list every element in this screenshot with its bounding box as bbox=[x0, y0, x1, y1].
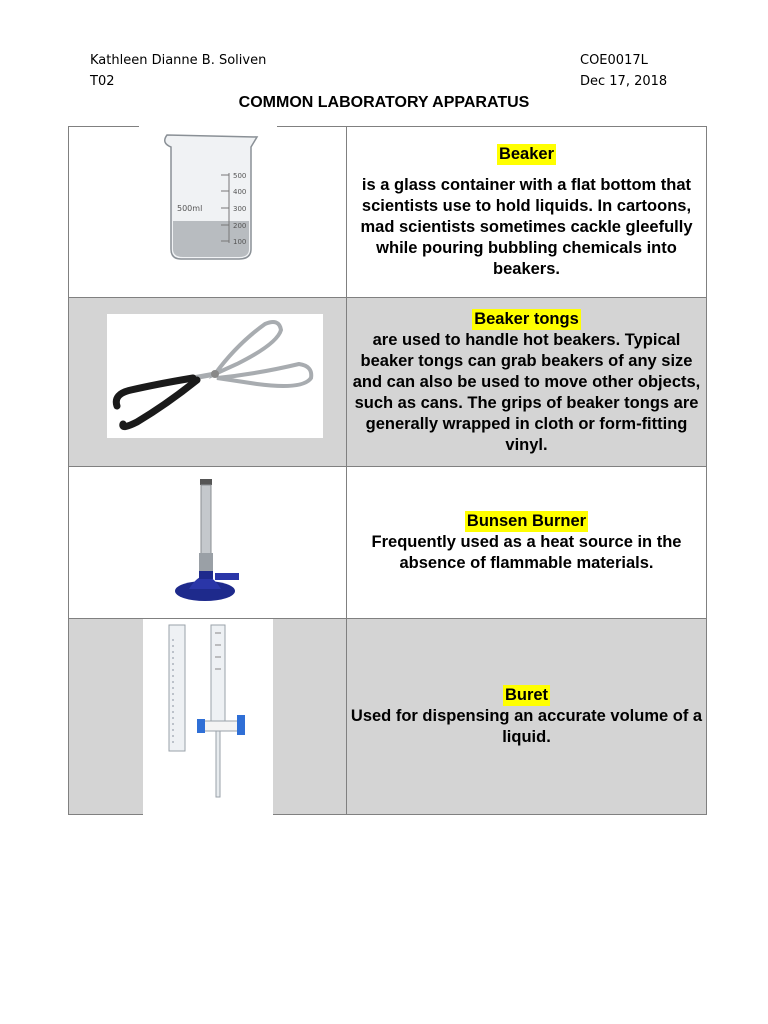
apparatus-name: Bunsen Burner bbox=[466, 512, 587, 530]
description-cell bbox=[347, 619, 707, 815]
apparatus-description: are used to handle hot beakers. Typical beaker tongs can grab beakers of any size and can also be used to move other objects, such as cans. The grips of beaker tongs are generally wrapped in cloth or form-fitting vinyl. bbox=[352, 330, 701, 454]
image-cell bbox=[69, 467, 347, 619]
table-row bbox=[69, 298, 707, 467]
beaker-mark-300: 300 bbox=[233, 205, 247, 213]
apparatus-description: is a glass container with a flat bottom that scientists use to hold liquids. In cartoons, mad scientists sometimes cackle gleefully while pouring bubbling chemicals into beakers. bbox=[360, 176, 693, 278]
image-cell bbox=[69, 619, 347, 815]
apparatus-table bbox=[68, 126, 707, 815]
description-cell bbox=[347, 467, 707, 619]
table-row bbox=[69, 619, 707, 815]
beaker-mark-100: 100 bbox=[233, 238, 247, 246]
apparatus-description: Used for dispensing an accurate volume of a liquid. bbox=[350, 707, 703, 746]
section-code: T02 bbox=[90, 74, 115, 89]
buret-image bbox=[143, 619, 273, 815]
course-code: COE0017L bbox=[580, 53, 648, 68]
beaker-mark-200: 200 bbox=[233, 222, 247, 230]
apparatus-description: Frequently used as a heat source in the absence of flammable materials. bbox=[371, 533, 682, 572]
apparatus-name: Beaker bbox=[498, 145, 555, 163]
beaker-capacity-label: 500ml bbox=[177, 204, 203, 213]
beaker-image bbox=[139, 125, 277, 265]
image-cell bbox=[69, 298, 347, 467]
image-cell bbox=[69, 127, 347, 298]
apparatus-name: Buret bbox=[504, 686, 549, 704]
table-row bbox=[69, 127, 707, 298]
description-cell bbox=[347, 127, 707, 298]
apparatus-name: Beaker tongs bbox=[474, 309, 579, 328]
document-date: Dec 17, 2018 bbox=[580, 74, 668, 89]
table-row bbox=[69, 467, 707, 619]
beaker-tongs-image bbox=[107, 314, 323, 438]
page-title: COMMON LABORATORY APPARATUS bbox=[238, 94, 530, 111]
beaker-mark-400: 400 bbox=[233, 188, 247, 196]
bunsen-burner-image bbox=[139, 475, 273, 611]
author-name: Kathleen Dianne B. Soliven bbox=[90, 53, 267, 68]
description-cell bbox=[347, 298, 707, 467]
beaker-mark-500: 500 bbox=[233, 172, 247, 180]
